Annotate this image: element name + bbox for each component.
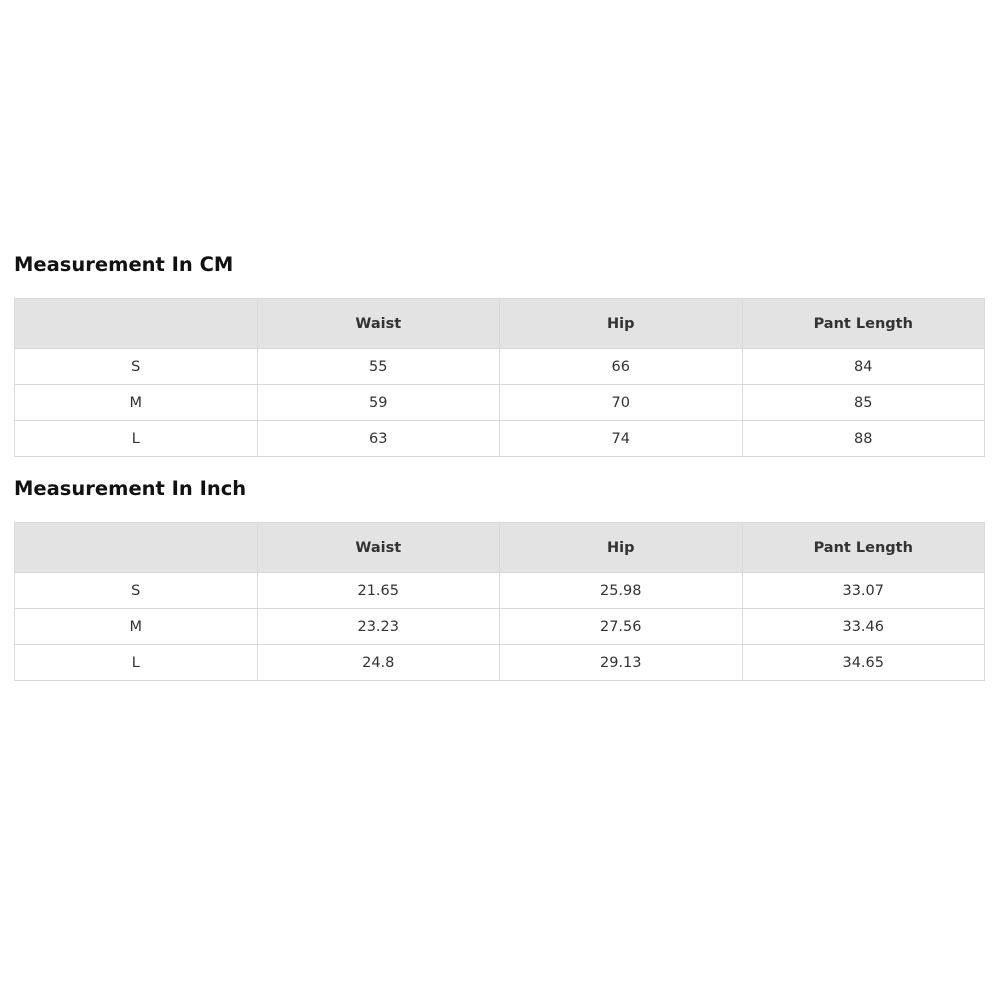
header-cell-pant-length: Pant Length bbox=[742, 523, 985, 573]
header-cell-pant-length: Pant Length bbox=[742, 299, 985, 349]
waist-cell: 21.65 bbox=[257, 573, 500, 609]
pant-length-cell: 85 bbox=[742, 385, 985, 421]
header-cell-size bbox=[15, 299, 258, 349]
size-table-cm bbox=[14, 298, 985, 457]
size-cell: S bbox=[15, 349, 258, 385]
size-cell: M bbox=[15, 385, 258, 421]
pant-length-cell: 34.65 bbox=[742, 645, 985, 681]
waist-cell: 59 bbox=[257, 385, 500, 421]
hip-cell: 74 bbox=[500, 421, 743, 457]
pant-length-cell: 33.46 bbox=[742, 609, 985, 645]
pant-length-cell: 84 bbox=[742, 349, 985, 385]
table-header-row bbox=[15, 523, 985, 573]
table-row bbox=[15, 421, 985, 457]
hip-cell: 70 bbox=[500, 385, 743, 421]
size-table-inch bbox=[14, 522, 985, 681]
waist-cell: 55 bbox=[257, 349, 500, 385]
table-row bbox=[15, 609, 985, 645]
hip-cell: 25.98 bbox=[500, 573, 743, 609]
hip-cell: 29.13 bbox=[500, 645, 743, 681]
table-row bbox=[15, 645, 985, 681]
waist-cell: 63 bbox=[257, 421, 500, 457]
hip-cell: 27.56 bbox=[500, 609, 743, 645]
hip-cell: 66 bbox=[500, 349, 743, 385]
waist-cell: 23.23 bbox=[257, 609, 500, 645]
table-title-cm: Measurement In CM bbox=[14, 253, 234, 276]
table-row bbox=[15, 385, 985, 421]
header-cell-waist: Waist bbox=[257, 299, 500, 349]
table-row bbox=[15, 349, 985, 385]
table-title-inch: Measurement In Inch bbox=[14, 477, 247, 500]
header-cell-hip: Hip bbox=[500, 299, 743, 349]
pant-length-cell: 88 bbox=[742, 421, 985, 457]
waist-cell: 24.8 bbox=[257, 645, 500, 681]
size-cell: L bbox=[15, 421, 258, 457]
header-cell-waist: Waist bbox=[257, 523, 500, 573]
size-cell: M bbox=[15, 609, 258, 645]
table-row bbox=[15, 573, 985, 609]
size-cell: S bbox=[15, 573, 258, 609]
table-header-row bbox=[15, 299, 985, 349]
header-cell-size bbox=[15, 523, 258, 573]
size-cell: L bbox=[15, 645, 258, 681]
header-cell-hip: Hip bbox=[500, 523, 743, 573]
pant-length-cell: 33.07 bbox=[742, 573, 985, 609]
